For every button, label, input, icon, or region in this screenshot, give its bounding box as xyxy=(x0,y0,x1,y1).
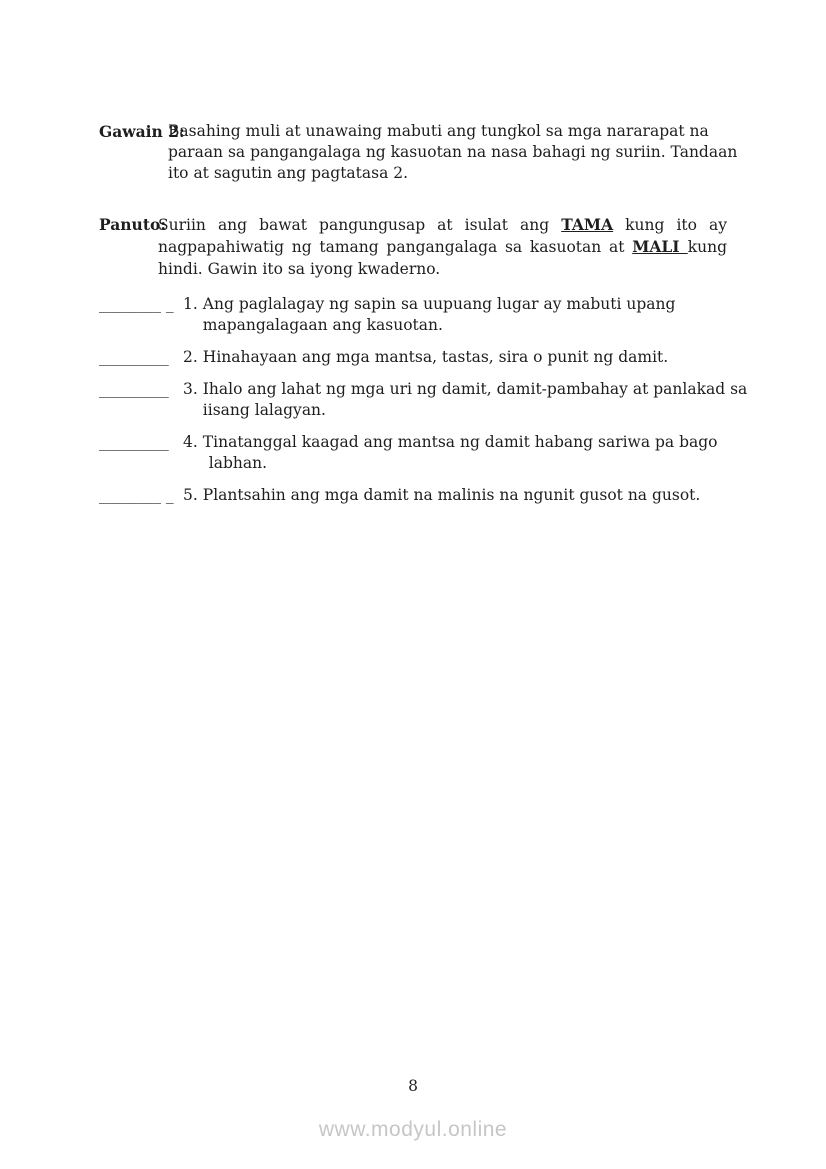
item-text xyxy=(203,379,747,421)
true-false-item-4 xyxy=(99,432,727,474)
item-text-line: labhan. xyxy=(208,454,268,472)
item-number: 4. xyxy=(183,433,198,451)
item-text-line: Plantsahin ang mga damit na malinis na ngunit gusot na gusot. xyxy=(202,486,701,504)
item-number: 3. xyxy=(183,380,198,398)
item-text xyxy=(203,347,668,368)
item-text xyxy=(203,432,718,474)
item-text-line: mapangalagaan ang kasuotan. xyxy=(202,316,443,334)
activity2-instructions xyxy=(168,121,737,184)
page-number: 8 xyxy=(408,1077,418,1095)
item-number: 1. xyxy=(183,295,198,313)
answer-blank: _________ xyxy=(99,348,169,366)
true-false-item-5 xyxy=(99,485,727,506)
true-false-item-list xyxy=(99,294,748,506)
item-text xyxy=(203,485,701,506)
answer-blank: ________ _ xyxy=(99,486,174,504)
activity2-instruction-line: Basahing muli at unawaing mabuti ang tungkol sa mga nararapat na xyxy=(168,122,709,140)
directions-label: Panuto: xyxy=(99,215,167,234)
activity2-instruction-line: paraan sa pangangalaga ng kasuotan na nasa bahagi ng suriin. Tandaan xyxy=(168,143,738,161)
directions-section xyxy=(99,214,727,280)
watermark: www.modyul.online xyxy=(318,1118,508,1141)
item-text xyxy=(203,294,676,336)
directions-line: nagpapahiwatig ng tamang pangangalaga sa kasuotan at MALI kung xyxy=(158,237,727,256)
answer-blank: ________ _ xyxy=(99,295,174,313)
item-text-line: Ihalo ang lahat ng mga uri ng damit, damit-pambahay at panlakad sa xyxy=(202,380,748,398)
answer-blank: _________ xyxy=(99,380,169,398)
activity2-section xyxy=(99,121,738,184)
directions-line: hindi. Gawin ito sa iyong kwaderno. xyxy=(158,260,441,278)
item-text-line: Tinatanggal kaagad ang mantsa ng damit habang sariwa pa bago xyxy=(202,433,718,451)
true-false-item-2 xyxy=(99,347,727,368)
directions-line: Suriin ang bawat pangungusap at isulat ang TAMA kung ito ay xyxy=(158,215,728,234)
activity2-instruction-line: ito at sagutin ang pagtatasa 2. xyxy=(168,164,409,182)
answer-blank: _________ xyxy=(99,433,169,451)
item-text-line: iisang lalagyan. xyxy=(202,401,326,419)
activity2-label: Gawain 2: xyxy=(99,122,185,141)
page-content xyxy=(99,121,748,517)
item-text-line: Hinahayaan ang mga mantsa, tastas, sira o punit ng damit. xyxy=(202,348,669,366)
true-false-item-3 xyxy=(99,379,748,421)
item-text-line: Ang paglalagay ng sapin sa uupuang lugar ay mabuti upang xyxy=(202,295,676,313)
true-false-item-1 xyxy=(99,294,727,336)
item-number: 5. xyxy=(183,486,198,504)
item-number: 2. xyxy=(183,348,198,366)
directions-text xyxy=(158,214,727,280)
